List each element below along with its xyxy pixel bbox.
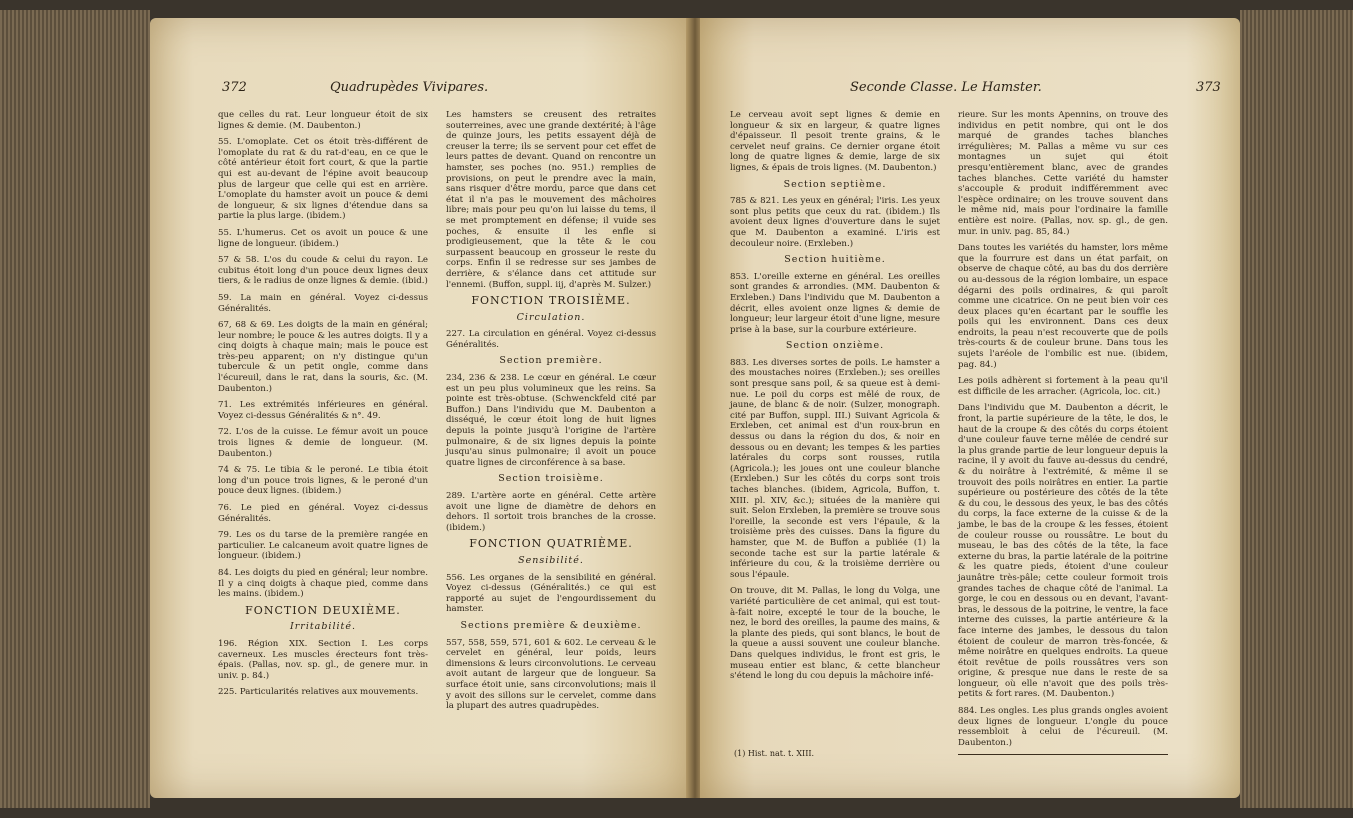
left-col1-paragraph: que celles du rat. Leur longueur étoit de six lignes & demie. (M. Daubenton.) bbox=[218, 110, 428, 131]
right-running-head: Seconde Classe. Le Hamster. bbox=[850, 80, 1042, 95]
left-col2-e-paragraph: 556. Les organes de la sensibilité en général. Voyez ci-dessus (Généralités.) ce qui est rapporté au sujet de l'engourdissement du hamster. bbox=[446, 572, 656, 615]
left-col2-f-paragraph: 557, 558, 559, 571, 601 & 602. Le cerveau & le cervelet en général, leur poids, leurs dimensions & leurs circonvolutions. Le cerveau avoit autant de largeur que de longueur. Sa surface étoit unie, sans circonvolutions; mais il y avoit des sillons sur le cervelet, comme dans la plupart des autres quadrupèdes. bbox=[446, 637, 656, 712]
right-col1-d-paragraph: On trouve, dit M. Pallas, le long du Volga, une variété particulière de cet animal, qui est tout-à-fait noire, excepté le tour de la bouche, le nez, le bord des oreilles, la paume des mains, & la plante des pieds, qui sont blancs, le bout de la queue a aussi souvent une couleur blanche. Dans quelques individus, le front est gris, le museau entier est blanc, & cette blancheur s'étend le long du cou depuis la mâchoire infé- bbox=[730, 586, 940, 682]
left-col2-b-paragraph: 227. La circulation en général. Voyez ci-dessus Généralités. bbox=[446, 329, 656, 350]
left-col1-paragraph: 57 & 58. L'os du coude & celui du rayon. Le cubitus étoit long d'un pouce deux lignes deux tiers, & le radius de onze lignes & demie. (ibid.) bbox=[218, 255, 428, 287]
left-page-edges bbox=[0, 10, 150, 808]
section-huitieme: Section huitième. bbox=[784, 254, 886, 266]
end-rule bbox=[958, 754, 1168, 755]
left-col1-paragraph: 76. Le pied en général. Voyez ci-dessus Généralités. bbox=[218, 503, 428, 524]
left-col1-paragraph: 55. L'humerus. Cet os avoit un pouce & une ligne de longueur. (ibidem.) bbox=[218, 227, 428, 249]
left-col2-paragraph: Les hamsters se creusent des retraites souterreines, avec une grande dextérité; à l'âge de quinze jours, les petits essayent déjà de creuser la terre; ils se servent pour cet effet de leurs pattes de devant. Quand on rencontre un hamster, ses poches (no. 951.) remplies de provisions, on peut le prendre avec la main, sans risquer d'être mordu, parce que dans cet état il n'a pas le mouvement des mâchoires libre; mais pour peu qu'on lui laisse du tems, il se met promptement en défense; il vuide ses poches, & ensuite il les enfle si prodigieusement, que la tête & le cou surpassent beaucoup en grosseur le reste du corps. Enfin il se redresse sur ses jambes de derrière, & s'élance dans cet attitude sur l'ennemi. (Buffon, suppl. iij, d'après M. Sulzer.) bbox=[446, 110, 656, 290]
left-col1-tail-paragraph: 196. Région XIX. Section I. Les corps caverneux. Les muscles érecteurs font très-épais. (Pallas, nov. sp. gl., de genere mur. in univ. p. 84.) bbox=[218, 638, 428, 681]
left-col1-paragraph: 71. Les extrémités inférieures en général. Voyez ci-dessus Généralités & n°. 49. bbox=[218, 400, 428, 421]
right-col1-b-paragraph: 785 & 821. Les yeux en général; l'iris. Les yeux sont plus petits que ceux du rat. (ibidem.) Ils avoient deux lignes d'ouverture dans le sujet que M. Daubenton a examiné. L'iris est decouleur noire. (Erxleben.) bbox=[730, 196, 940, 249]
heading-fonction-deuxieme: FONCTION DEUXIÈME. bbox=[245, 603, 401, 617]
footnote: (1) Hist. nat. t. XIII. bbox=[734, 749, 815, 758]
sub-irritabilite: Irritabilité. bbox=[289, 621, 356, 633]
section-onzieme: Section onzième. bbox=[785, 340, 885, 352]
left-running-head: Quadrupèdes Vivipares. bbox=[330, 80, 489, 95]
left-col1-paragraph: 55. L'omoplate. Cet os étoit très-différent de l'omoplate du rat & du rat-d'eau, en ce que le côté antérieur étoit fort court, & que la partie qui est au-devant de l'épine avoit beaucoup plus de largeur que celle qui est en arrière. L'omoplate du hamster avoit un pouce & demi de longueur, & six lignes d'étendue dans sa partie la plus large. (ibidem.) bbox=[218, 137, 428, 222]
heading-fonction-quatrieme: FONCTION QUATRIÈME. bbox=[469, 537, 633, 551]
right-column-2 bbox=[958, 110, 1168, 759]
right-page-number: 373 bbox=[1196, 80, 1221, 95]
left-col2-c-paragraph: 234, 236 & 238. Le cœur en général. Le cœur est un peu plus volumineux que les reins. Sa pointe est très-obtuse. (Schwenckfeld cité par Buffon.) Dans l'individu que M. Daubenton a disséqué, le cœur étoit long de huit lignes depuis la pointe jusqu'à l'origine de l'artère pulmonaire, & de six lignes depuis la pointe jusqu'au sinus pulmonaire; il avoit un pouce quatre lignes de circonférence à sa base. bbox=[446, 373, 656, 468]
right-column-1 bbox=[730, 110, 940, 688]
left-col1-paragraph: 74 & 75. Le tibia & le peroné. Le tibia étoit long d'un pouce trois lignes, & le peroné d'un pouce deux lignes. (ibidem.) bbox=[218, 465, 428, 497]
right-col1-c-paragraph: 853. L'oreille externe en général. Les oreilles sont grandes & arrondies. (MM. Daubenton & Erxleben.) Dans l'individu que M. Daubenton a décrit, elles avoient onze lignes & demie de longueur; leur largeur étoit d'une ligne, mesure prise à la base, sur la courbure extérieure. bbox=[730, 271, 940, 335]
right-col2-paragraph: 884. Les ongles. Les plus grands ongles avoient deux lignes de longueur. L'ongle du pouce ressembloit à celui de l'écureuil. (M. Daubenton.) bbox=[958, 706, 1168, 748]
left-page-number: 372 bbox=[222, 80, 247, 95]
heading-fonction-troisieme: FONCTION TROISIÈME. bbox=[471, 294, 631, 308]
left-col1-paragraph: 79. Les os du tarse de la première rangée en particulier. Le calcaneum avoit quatre lignes de longueur. (ibidem.) bbox=[218, 530, 428, 562]
right-page bbox=[700, 18, 1240, 798]
sub-sensibilite: Sensibilité. bbox=[518, 554, 584, 566]
section-troisieme: Section troisième. bbox=[498, 473, 604, 485]
left-col1-paragraph: 59. La main en général. Voyez ci-dessus Généralités. bbox=[218, 292, 428, 314]
left-column-2 bbox=[446, 110, 656, 718]
left-col1-paragraph: 72. L'os de la cuisse. Le fémur avoit un pouce trois lignes & demie de longueur. (M. Daubenton.) bbox=[218, 427, 428, 459]
right-col1-paragraph: Le cerveau avoit sept lignes & demie en longueur & six en largeur, & quatre lignes d'épaisseur. Il pesoit trente grains, & le cervelet neuf grains. Ce dernier organe étoit long de quatre lignes & demie, large de six lignes, & épais de trois lignes. (M. Daubenton.) bbox=[730, 110, 940, 173]
right-col2-paragraph: Dans toutes les variétés du hamster, lors même que la fourrure est dans un état parfait, on observe de chaque côté, au bas du dos derrière ou au-dessous de la région lombaire, un espace dégarni des poils ordinaires, & qui paroît comme une cicatrice. On ne peut bien voir ces deux places qu'en écartant par le souffle les poils qui les environnent. Dans ces deux endroits, la peau n'est recouverte que de poils très-courts & de couleur brune. Dans tous les sujets l'aréole de l'ombilic est nue. (ibidem, pag. 84.) bbox=[958, 243, 1168, 370]
right-col1-d-paragraph: 883. Les diverses sortes de poils. Le hamster a des moustaches noires (Erxleben.); ses oreilles sont presque sans poil, & sa queue est à demi-nue. Le poil du corps est mêlé de roux, de jaune, de blanc & de noir. (Sulzer, monograph. cité par Buffon, suppl. III.) Suivant Agricola & Erxleben, cet animal est d'un roux-brun en dessus ou dans la région du dos, & noir en dessous ou en devant; les tempes & les parties latérales du corps sont rousses, rutila (Agricola.); les joues ont une couleur blanche (Erxleben.) Sur les côtés du corps sont trois taches blanches. (ibidem, Agricola, Buffon, t. XIII. pl. XIV, &c.); situées de la manière qui suit. Selon Erxleben, la première se trouve sous l'oreille, la seconde est vers l'épaule, & la troisième près des cuisses. Dans la figure du hamster, que M. de Buffon a publiée (1) la seconde tache est sur la partie latérale & inférieure du cou, & la troisième derrière ou sous l'épaule. bbox=[730, 357, 940, 580]
sub-circulation: Circulation. bbox=[516, 311, 586, 323]
left-col2-d-paragraph: 289. L'artère aorte en général. Cette artère avoit une ligne de diamètre de dehors en dehors. Il sortoit trois branches de la crosse. (ibidem.) bbox=[446, 491, 656, 533]
section-septieme: Section septième. bbox=[783, 178, 887, 190]
left-page bbox=[150, 18, 690, 798]
left-column-1 bbox=[218, 110, 428, 704]
left-col1-tail-paragraph: 225. Particularités relatives aux mouvements. bbox=[218, 687, 419, 698]
left-col1-paragraph: 67, 68 & 69. Les doigts de la main en général; leur nombre; le pouce & les autres doigts. Il y a cinq doigts à chaque main; mais le pouce est très-peu apparent; on n'y distingue qu'un tubercule & un petit ongle, comme dans l'écureuil, dans le rat, dans la souris, &c. (M. Daubenton.) bbox=[218, 320, 428, 394]
right-col2-paragraph: rieure. Sur les monts Apennins, on trouve des individus en petit nombre, qui ont le dos marqué de grandes taches blanches irrégulières; M. Pallas a même vu sur ces montagnes un sujet qui étoit presqu'entièrement blanc, avec de grandes taches blanches. Cette variété du hamster s'accouple & produit indifféremment avec l'espèce ordinaire; on les trouve souvent dans le même nid, mais pour l'ordinaire la famille entière est noire. (Pallas, nov. sp. gl., de gen. mur. in univ. pag. 85, 84.) bbox=[958, 110, 1168, 237]
right-col2-paragraph: Les poils adhèrent si fortement à la peau qu'il est difficile de les arracher. (Agricola, loc. cit.) bbox=[958, 376, 1168, 397]
section-premiere: Section première. bbox=[499, 355, 603, 367]
left-col1-paragraph: 84. Les doigts du pied en général; leur nombre. Il y a cinq doigts à chaque pied, comme dans les mains. (ibidem.) bbox=[218, 567, 428, 600]
right-page-edges bbox=[1240, 10, 1353, 808]
sections-premiere-deuxieme: Sections première & deuxième. bbox=[460, 619, 642, 631]
right-col2-paragraph: Dans l'individu que M. Daubenton a décrit, le front, la partie supérieure de la tête, le dos, le haut de la croupe & des côtés du corps étoient d'une couleur fauve terne mêlée de cendré sur la plus grande partie de leur longueur depuis la racine, il y avoit du fauve au-dessus du cendré, & du noirâtre à l'extrémité, & même il se trouvoit des poils noirâtres en entier. La partie supérieure ou postérieure des côtés de la tête & du cou, le dessous des yeux, le bas des côtés du corps, la face externe de la cuisse & de la jambe, le bas de la croupe & les fesses, étoient de couleur rousse ou roussâtre. Le bout du museau, le bas des côtés de la tête, la face externe du bras, la partie latérale de la poitrine & les quatre pieds, étoient d'une couleur jaunâtre très-pâle; cette couleur formoit trois grandes taches de chaque côté de l'animal. La gorge, le cou en dessous ou en devant, l'avant-bras, le dessous de la poitrine, le ventre, la face interne des cuisses, la partie antérieure & la face interne des jambes, le dessous du talon étoient de couleur de marron très-foncée, & même noirâtre en quelques endroits. La queue étoit revêtue de poils roussâtres vers son origine, & presque nue dans le reste de sa longueur, où elle n'avoit que des poils très-petits & fort rares. (M. Daubenton.) bbox=[958, 403, 1168, 700]
